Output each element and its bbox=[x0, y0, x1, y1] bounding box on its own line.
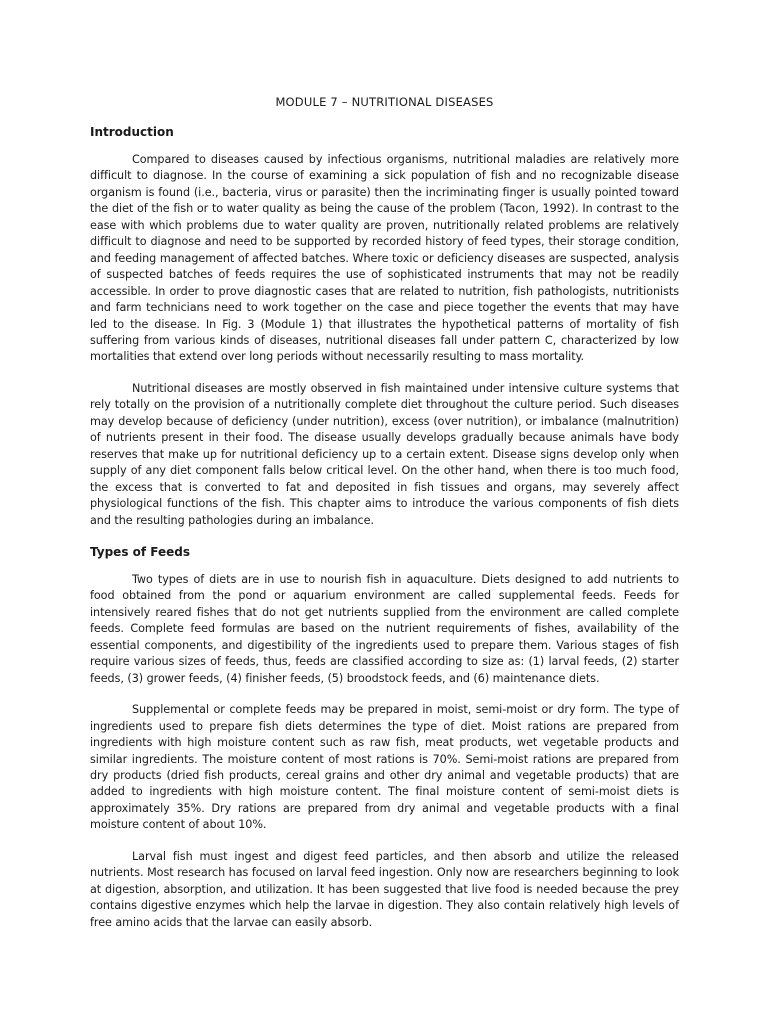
types-of-feeds-paragraph-2: Supplemental or complete feeds may be prepared in moist, semi-moist or dry form. The type of ingredients used to prepare fish diets determines the type of diet. Moist rations are prepared from ingredients with high moisture content such as raw fish, meat products, wet vegetable products and similar ingredients. The moisture content of most rations is 70%. Semi-moist rations are prepared from dry products (dried fish products, cereal grains and other dry animal and vegetable products) that are added to ingredients with high moisture content. The final moisture content of semi-moist diets is approximately 35%. Dry rations are prepared from dry animal and vegetable products with a final moisture content of about 10%. bbox=[90, 703, 679, 832]
document-page bbox=[90, 94, 679, 946]
introduction-paragraph-2: Nutritional diseases are mostly observed in fish maintained under intensive culture systems that rely totally on the provision of a nutritionally complete diet throughout the culture period. Such diseases may develop because of deficiency (under nutrition), excess (over nutrition), or imbalance (malnutrition) of nutrients present in their food. The disease usually develops gradually because animals have body reserves that make up for nutritional deficiency up to a certain extent. Disease signs develop only when supply of any diet component falls below critical level. On the other hand, when there is too much food, the excess that is converted to fat and deposited in fish tissues and organs, may severely affect physiological functions of the fish. This chapter aims to introduce the various components of fish diets and the resulting pathologies during an imbalance. bbox=[90, 381, 679, 527]
introduction-paragraph-1: Compared to diseases caused by infectious organisms, nutritional maladies are relatively more difficult to diagnose. In the course of examining a sick population of fish and no recognizable disease organism is found (i.e., bacteria, virus or parasite) then the incriminating finger is usually pointed toward the diet of the fish or to water quality as being the cause of the problem (Tacon, 1992). In contrast to the ease with which problems due to water quality are proven, nutritionally related problems are relatively difficult to diagnose and need to be supported by recorded history of feed types, their storage condition, and feeding management of affected batches. Where toxic or deficiency diseases are suspected, analysis of suspected batches of feeds requires the use of sophisticated instruments that may not be readily accessible. In order to prove diagnostic cases that are related to nutrition, fish pathologists, nutritionists and farm technicians need to work together on the case and piece together the events that may have led to the disease. In Fig. 3 (Module 1) that illustrates the hypothetical patterns of mortality of fish suffering from various kinds of diseases, nutritional diseases fall under pattern C, characterized by low mortalities that extend over long periods without necessarily resulting to mass mortality. bbox=[90, 153, 679, 364]
introduction-heading: Introduction bbox=[90, 125, 174, 139]
module-title: MODULE 7 – NUTRITIONAL DISEASES bbox=[275, 95, 494, 109]
types-of-feeds-heading: Types of Feeds bbox=[90, 544, 190, 559]
types-of-feeds-paragraph-3: Larval fish must ingest and digest feed particles, and then absorb and utilize the released nutrients. Most research has focused on larval feed ingestion. Only now are researchers beginning to look at digestion, absorption, and utilization. It has been suggested that live food is needed because the prey contains digestive enzymes which help the larvae in digestion. They also contain relatively high levels of free amino acids that the larvae can easily absorb. bbox=[90, 849, 679, 929]
types-of-feeds-paragraph-1: Two types of diets are in use to nourish fish in aquaculture. Diets designed to add nutrients to food obtained from the pond or aquarium environment are called supplemental feeds. Feeds for intensively reared fishes that do not get nutrients supplied from the environment are called complete feeds. Complete feed formulas are based on the nutrient requirements of fishes, availability of the essential components, and digestibility of the ingredients used to prepare them. Various stages of fish require various sizes of feeds, thus, feeds are classified according to size as: (1) larval feeds, (2) starter feeds, (3) grower feeds, (4) finisher feeds, (5) broodstock feeds, and (6) maintenance diets. bbox=[90, 572, 679, 685]
